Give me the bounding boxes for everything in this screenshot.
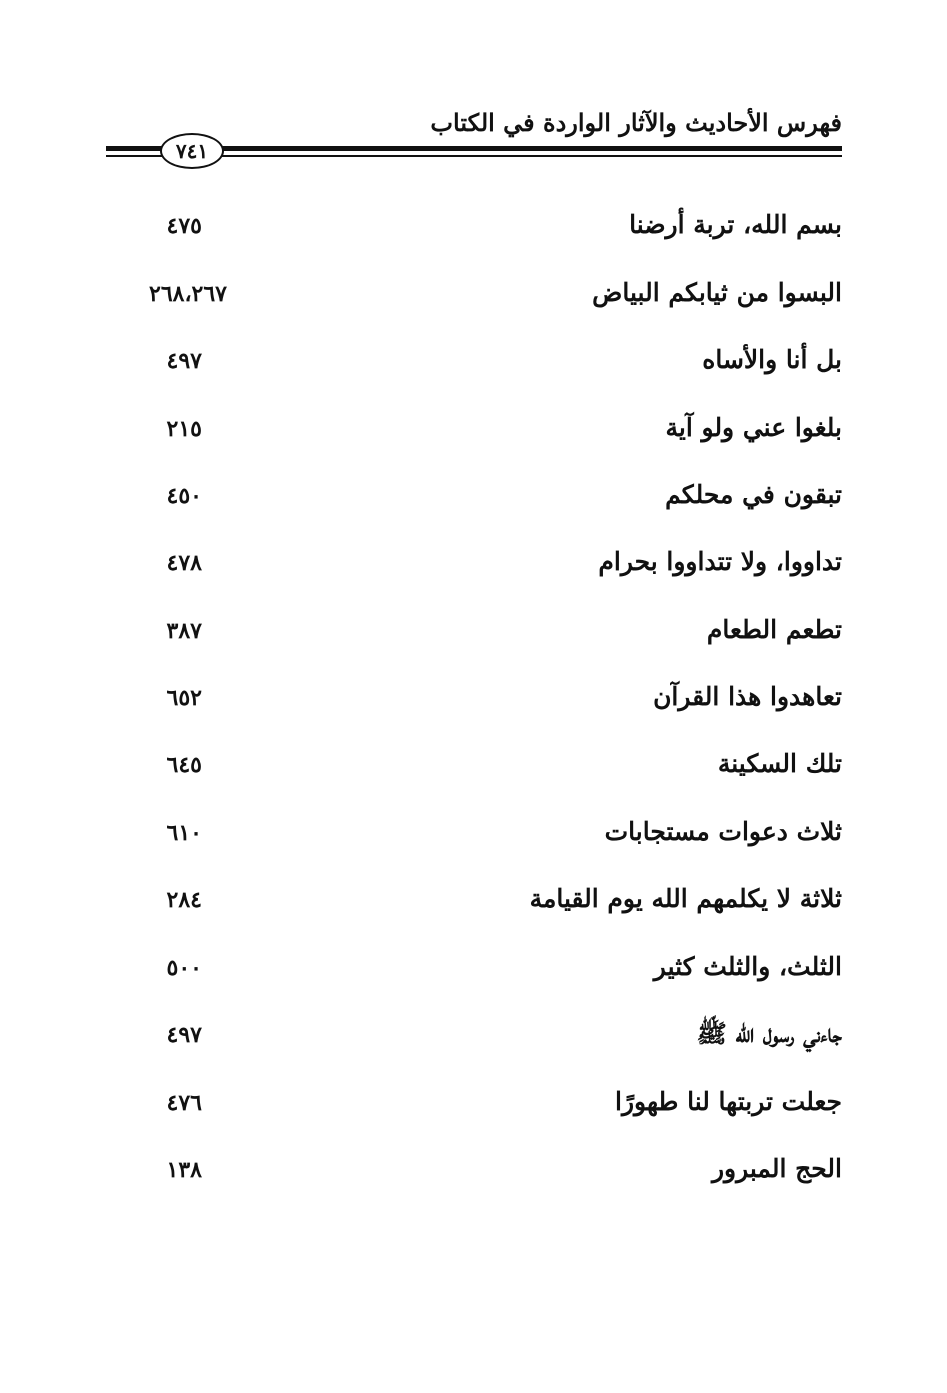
entry-text: تبقون في محلكم [665,480,842,509]
entry-page-ref: ٣٨٧ [166,618,202,644]
entry-page-ref: ١٣٨ [166,1157,202,1183]
entry-text: الثلث، والثلث كثير [653,952,842,981]
entry-text: الحج المبرور [711,1154,842,1183]
entry-page-ref: ٦٤٥ [166,752,202,778]
entry-text: تعاهدوا هذا القرآن [653,682,842,711]
entry-page-ref: ٦٥٢ [166,685,202,711]
entry-text: تداووا، ولا تتداووا بحرام [598,547,842,576]
entry-text: تلك السكينة [717,749,842,778]
entry-text: بل أنا والأساه [702,345,842,374]
entry-page-ref: ٤٧٥ [166,213,202,239]
entry-text: ثلاث دعوات مستجابات [604,817,842,846]
entry-page-ref: ٦١٠ [166,820,202,846]
running-header-title: فهرس الأحاديث والآثار الواردة في الكتاب [430,108,842,137]
entry-text: تطعم الطعام [706,615,842,644]
entry-page-ref: ٥٠٠ [166,955,202,981]
entry-page-ref: ٤٥٠ [166,483,202,509]
entry-page-ref: ٤٩٧ [166,1022,202,1048]
entry-page-ref: ٢١٥ [166,416,202,442]
page-number: ٧٤١ [175,139,209,163]
entry-text: البسوا من ثيابكم البياض [592,278,842,307]
entry-page-ref: ٤٧٨ [166,550,202,576]
entry-page-ref: ٢٨٤ [166,887,202,913]
entry-text: جعلت تربتها لنا طهورًا [615,1087,842,1116]
entry-text: بلغوا عني ولو آية [665,413,842,442]
entry-page-ref: ٤٧٦ [166,1090,202,1116]
entry-text: ثلاثة لا يكلمهم الله يوم القيامة [529,884,842,913]
entry-text: جاءني رسول الله ﷺ [696,1019,842,1048]
entry-page-ref: ٤٩٧ [166,348,202,374]
entry-text: بسم الله، تربة أرضنا [629,210,842,239]
entry-page-ref: ٢٦٨،٢٦٧ [149,281,227,307]
